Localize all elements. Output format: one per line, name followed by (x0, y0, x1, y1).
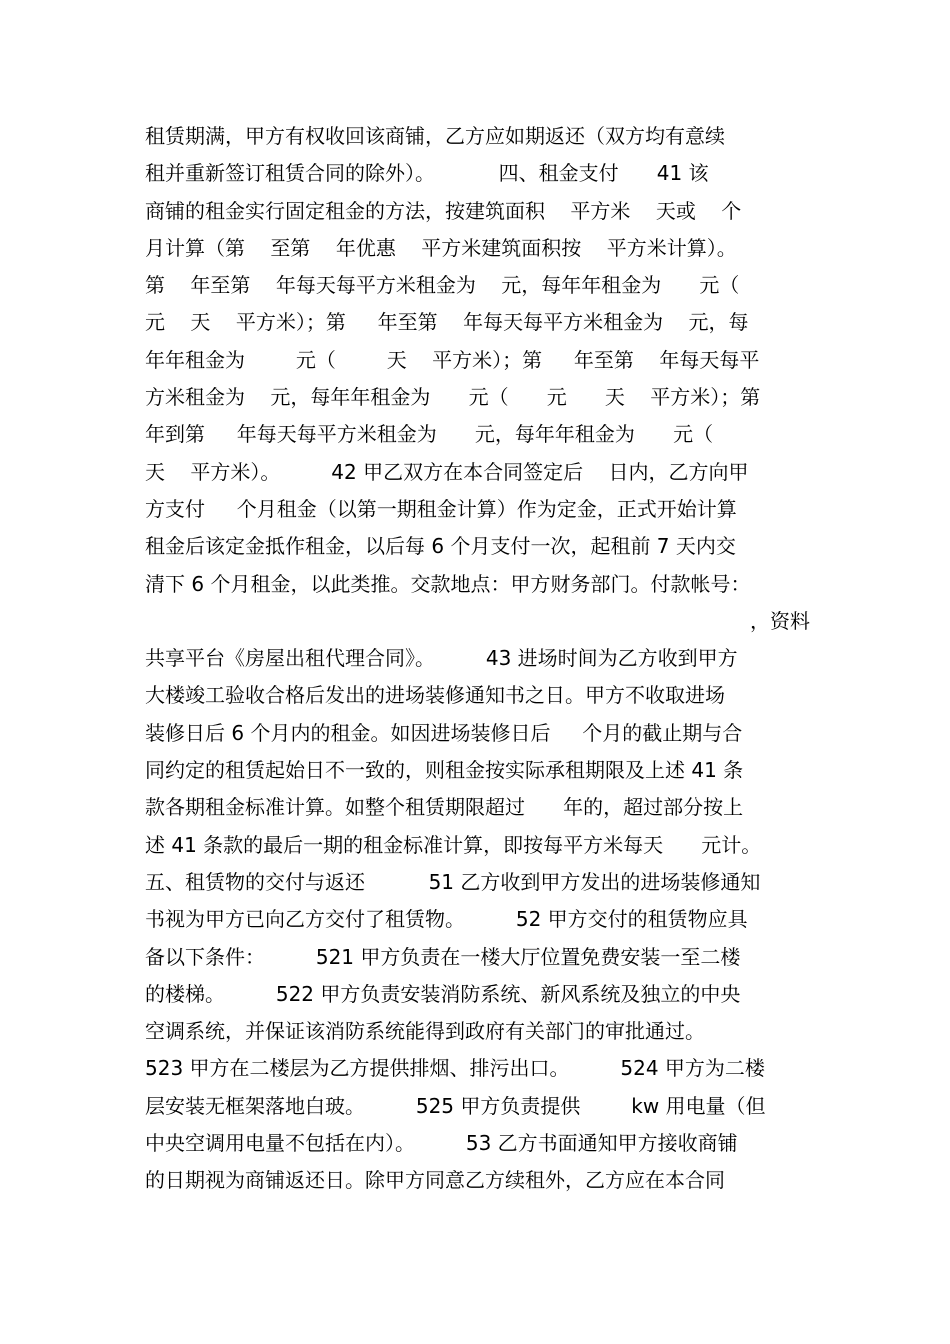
text-line: 书视为甲方已向乙方交付了租赁物。 52 甲方交付的租赁物应具 (145, 907, 748, 932)
text-line: 空调系统，并保证该消防系统能得到政府有关部门的审批通过。 (145, 1019, 705, 1044)
text-line: 中央空调用电量不包括在内）。 53 乙方书面通知甲方接收商铺 (145, 1131, 738, 1156)
text-line: 备以下条件： 521 甲方负责在一楼大厅位置免费安装一至二楼 (145, 944, 741, 969)
text-line: 清下 6 个月租金，以此类推。交款地点：甲方财务部门。付款帐号： (145, 571, 751, 596)
text-line: 天 平方米）。 42 甲乙双方在本合同签定后 日内，乙方向甲 (145, 459, 749, 484)
text-line: 元 天 平方米）；第 年至第 年每天每平方米租金为 元，每 (145, 310, 749, 335)
text-line: 述 41 条款的最后一期的租金标准计算，即按每平方米每天 元计。 (145, 832, 762, 857)
text-line: ，资料 (165, 608, 810, 633)
text-line: 第 年至第 年每天每平方米租金为 元，每年年租金为 元（ (145, 273, 740, 298)
text-line: 租赁期满，甲方有权收回该商铺，乙方应如期返还（双方均有意续 (145, 124, 725, 148)
text-line: 共享平台《房屋出租代理合同》。 43 进场时间为乙方收到甲方 (145, 646, 738, 671)
text-line: 的日期视为商铺返还日。除甲方同意乙方续租外，乙方应在本合同 (145, 1168, 725, 1193)
text-line: 款各期租金标准计算。如整个租赁期限超过 年的，超过部分按上 (145, 795, 744, 820)
text-line: 同约定的租赁起始日不一致的，则租金按实际承租期限及上述 41 条 (145, 758, 744, 783)
text-line: 五、租赁物的交付与返还 51 乙方收到甲方发出的进场装修通知 (145, 869, 761, 894)
text-line: 的楼梯。 522 甲方负责安装消防系统、新风系统及独立的中央 (145, 981, 741, 1006)
text-line: 523 甲方在二楼层为乙方提供排烟、排污出口。 524 甲方为二楼 (145, 1056, 765, 1081)
text-line: 方米租金为 元，每年年租金为 元（ 元 天 平方米）；第 (145, 385, 761, 410)
text-line: 年年租金为 元（ 天 平方米）；第 年至第 年每天每平 (145, 347, 760, 372)
text-line: 层安装无框架落地白玻。 525 甲方负责提供 kw 用电量（但 (145, 1093, 766, 1118)
text-line: 大楼竣工验收合格后发出的进场装修通知书之日。甲方不收取进场 (145, 683, 725, 708)
text-line: 年到第 年每天每平方米租金为 元，每年年租金为 元（ (145, 422, 714, 447)
text-line: 月计算（第 至第 年优惠 平方米建筑面积按 平方米计算）。 (145, 235, 737, 260)
text-line: 装修日后 6 个月内的租金。如因进场装修日后 个月的截止期与合 (145, 720, 743, 745)
contract-body-text (145, 118, 810, 1200)
text-line: 商铺的租金实行固定租金的方法，按建筑面积 平方米 天或 个 (145, 198, 742, 223)
text-line: 租并重新签订租赁合同的除外）。 四、租金支付 41 该 (145, 161, 709, 186)
text-line: 租金后该定金抵作租金，以后每 6 个月支付一次，起租前 7 天内交 (145, 534, 736, 559)
text-line: 方支付 个月租金（以第一期租金计算）作为定金，正式开始计算 (145, 496, 737, 521)
